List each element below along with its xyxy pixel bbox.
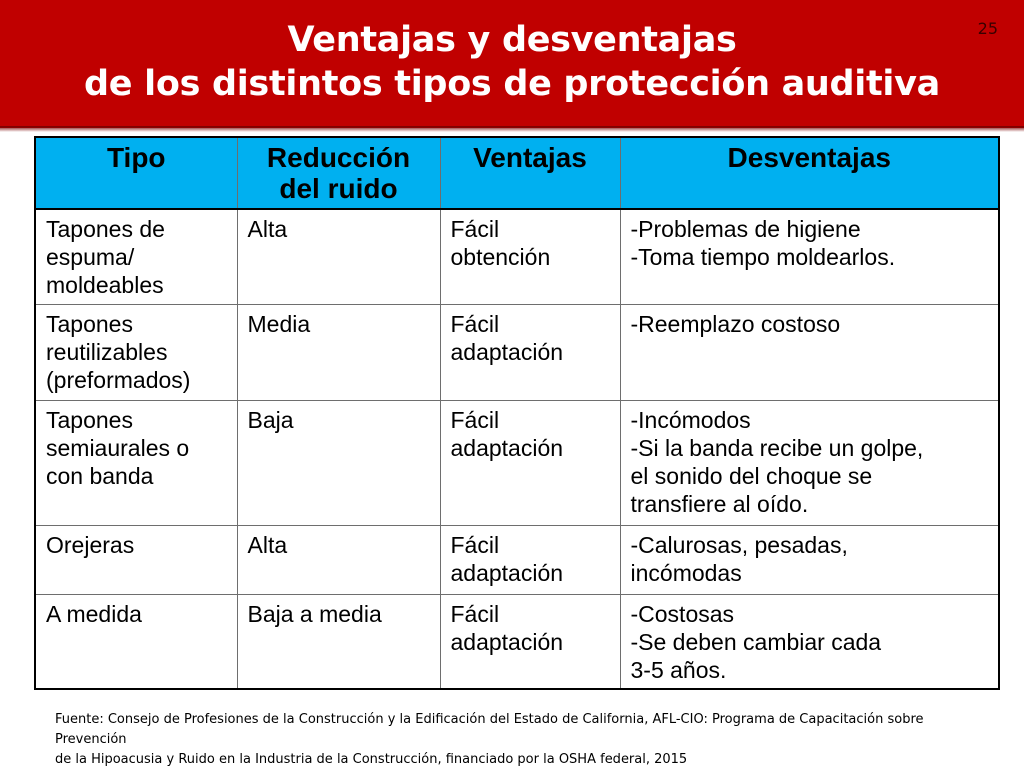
cell-line: con banda [46, 462, 154, 489]
cell-line: Fácil [450, 600, 500, 627]
cell-line: incómodas [630, 559, 742, 586]
header-desventajas: Desventajas [620, 137, 999, 209]
cell-ventajas [440, 400, 620, 525]
cell-line: reutilizables [46, 338, 168, 365]
cell-line: -Reemplazo costoso [630, 310, 841, 337]
cell-reduccion: Media [237, 304, 440, 400]
source-footnote [55, 710, 995, 770]
header-reduccion-line-1: Reducción [266, 142, 411, 173]
cell-line: adaptación [450, 628, 564, 655]
cell-line: -Si la banda recibe un golpe, [630, 434, 924, 461]
cell-reduccion: Alta [237, 525, 440, 594]
cell-desventajas [620, 594, 999, 689]
cell-line: -Costosas [630, 600, 735, 627]
cell-line: 3-5 años. [630, 656, 727, 683]
cell-line: semiaurales o [46, 434, 190, 461]
slide-number: 25 [977, 19, 998, 38]
cell-line: -Se deben cambiar cada [630, 628, 882, 655]
header-reduccion-line-2: del ruido [279, 173, 398, 204]
cell-line: transfiere al oído. [630, 490, 809, 517]
cell-line: Tapones [46, 310, 133, 337]
table-row [35, 400, 999, 525]
table-row [35, 304, 999, 400]
hearing-protection-table [34, 136, 1000, 690]
header-tipo: Tipo [35, 137, 237, 209]
cell-line: Orejeras [46, 531, 135, 558]
cell-line: el sonido del choque se [630, 462, 873, 489]
cell-line: -Calurosas, pesadas, [630, 531, 848, 558]
cell-tipo [35, 304, 237, 400]
cell-line: moldeables [46, 272, 164, 298]
cell-line: Tapones de [46, 216, 165, 242]
banner-shadow [0, 126, 1024, 132]
table-row [35, 525, 999, 594]
cell-desventajas [620, 304, 999, 400]
cell-line: -Toma tiempo moldearlos. [630, 244, 896, 270]
cell-tipo [35, 400, 237, 525]
table-header-row [35, 137, 999, 209]
table-row [35, 594, 999, 689]
cell-reduccion: Baja a media [237, 594, 440, 689]
footnote-line-2: de la Hipoacusia y Ruido en la Industria de la Construcción, financiado por la OSHA federal, 2015 [55, 752, 688, 767]
cell-ventajas [440, 209, 620, 304]
header-reduccion [237, 137, 440, 209]
cell-tipo [35, 209, 237, 304]
cell-line: adaptación [450, 338, 564, 365]
cell-reduccion: Baja [237, 400, 440, 525]
cell-tipo [35, 594, 237, 689]
cell-reduccion: Alta [237, 209, 440, 304]
cell-line: Fácil [450, 406, 500, 433]
cell-tipo [35, 525, 237, 594]
cell-desventajas [620, 209, 999, 304]
cell-line: A medida [46, 600, 142, 627]
slide-title [0, 18, 1024, 106]
cell-ventajas [440, 594, 620, 689]
cell-line: Fácil [450, 310, 500, 337]
cell-line: (preformados) [46, 366, 191, 393]
cell-line: adaptación [450, 434, 564, 461]
cell-line: Fácil [450, 531, 500, 558]
cell-desventajas [620, 525, 999, 594]
cell-ventajas [440, 304, 620, 400]
header-ventajas: Ventajas [440, 137, 620, 209]
cell-desventajas [620, 400, 999, 525]
cell-line: Tapones [46, 406, 133, 433]
cell-line: Fácil [450, 216, 500, 242]
cell-line: -Problemas de higiene [630, 216, 861, 242]
cell-ventajas [440, 525, 620, 594]
slide-title-line-1: Ventajas y desventajas [287, 20, 737, 60]
cell-line: adaptación [450, 559, 564, 586]
cell-line: espuma/ [46, 244, 135, 270]
slide-title-line-2: de los distintos tipos de protección auditiva [84, 64, 940, 104]
table-row [35, 209, 999, 304]
cell-line: obtención [450, 244, 551, 270]
footnote-line-1: Fuente: Consejo de Profesiones de la Construcción y la Edificación del Estado de California, AFL-CIO: Programa de Capacitación sobre Prevención [55, 712, 924, 747]
cell-line: -Incómodos [630, 406, 751, 433]
